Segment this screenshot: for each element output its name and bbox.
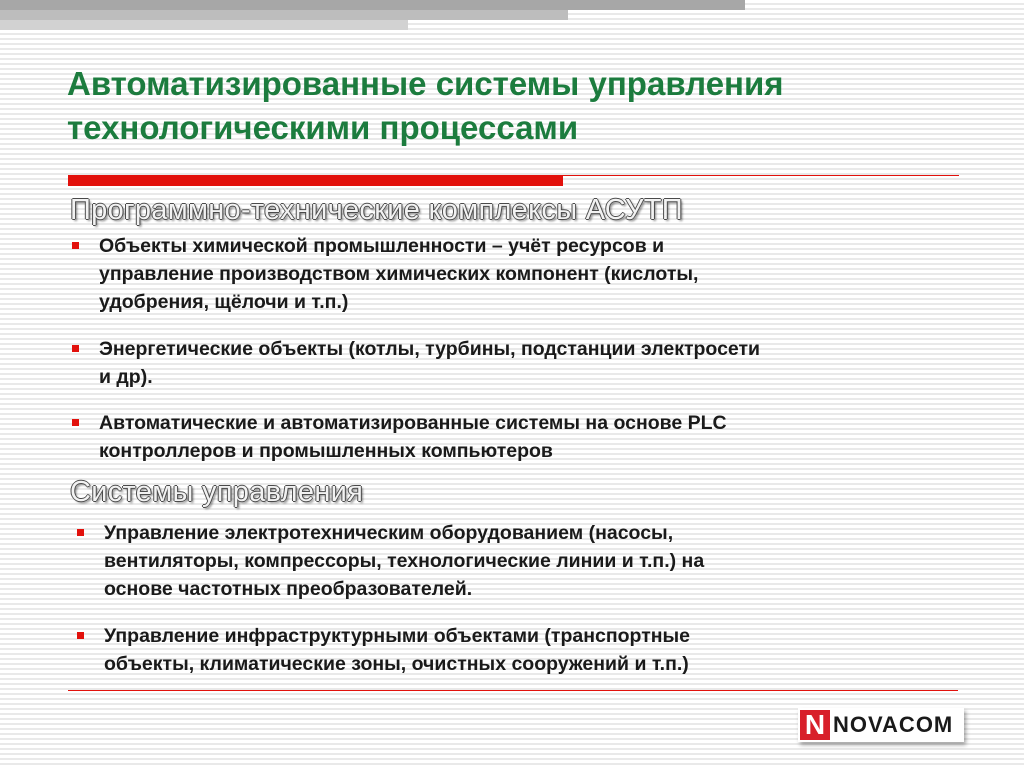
section-heading-ptk: Программно-технические комплексы АСУТП [70, 194, 683, 226]
section-heading-control-systems: Системы управления [70, 476, 364, 508]
bullet-plc-systems [99, 409, 727, 465]
bullet-line: объекты, климатические зоны, очистных сооружений и т.п.) [104, 653, 689, 675]
novacom-logo [798, 708, 964, 742]
bullet-line: Автоматические и автоматизированные системы на основе PLC [99, 412, 727, 434]
bullet-marker [72, 345, 79, 352]
bullet-marker [72, 419, 79, 426]
bullet-marker [77, 632, 84, 639]
bullet-chemical-industry [99, 232, 698, 316]
logo-n-badge: N [800, 710, 830, 740]
bullet-line: Управление электротехническим оборудованием (насосы, [104, 522, 674, 544]
bullet-line: управление производством химических компонент (кислоты, [99, 263, 699, 285]
decor-bar-top [0, 0, 745, 10]
bullet-line: основе частотных преобразователей. [104, 578, 473, 600]
slide-title [67, 62, 987, 150]
bullet-electrotechnical-control [104, 519, 704, 603]
bullet-marker [77, 529, 84, 536]
title-separator-bar [68, 175, 563, 186]
bullet-line: Энергетические объекты (котлы, турбины, подстанции электросети [99, 338, 761, 360]
bullet-marker [72, 242, 79, 249]
bullet-line: Управление инфраструктурными объектами (транспортные [104, 625, 691, 647]
bullet-infrastructure-control [104, 622, 690, 678]
title-separator-line [563, 175, 959, 176]
bullet-line: Объекты химической промышленности – учёт ресурсов и [99, 235, 665, 257]
bullet-line: контроллеров и промышленных компьютеров [99, 440, 553, 462]
bullet-line: вентиляторы, компрессоры, технологические линии и т.п.) на [104, 550, 705, 572]
bullet-line: и др). [99, 366, 153, 388]
bullet-line: удобрения, щёлочи и т.п.) [99, 291, 349, 313]
footer-separator-line [68, 690, 958, 691]
slide-title-line-2: технологическими процессами [67, 109, 579, 146]
logo-wordmark: NOVACOM [833, 712, 954, 737]
bullet-energy-objects [99, 335, 760, 391]
slide-title-line-1: Автоматизированные системы управления [67, 65, 784, 102]
decor-bar-bottom [0, 20, 408, 30]
decor-bar-middle [0, 10, 568, 20]
